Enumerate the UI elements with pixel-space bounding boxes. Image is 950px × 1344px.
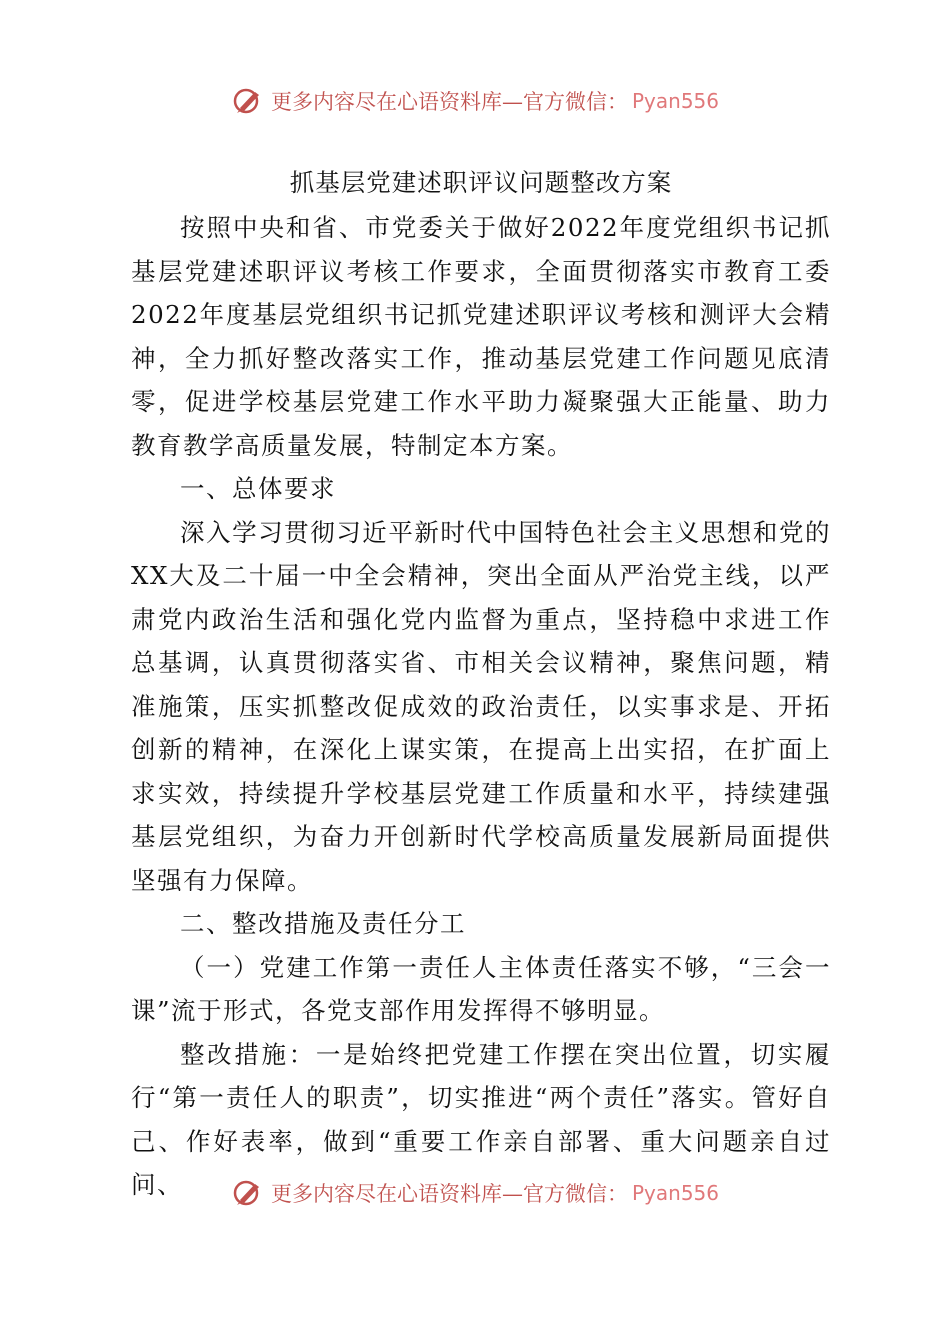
- document-title: 抓基层党建述职评议问题整改方案: [289, 168, 673, 197]
- paragraph-intro: 按照中央和省、市党委关于做好2022年度党组织书记抓基层党建述职评议考核工作要求，全面贯彻落实市教育工委2022年度基层党组织书记抓党建述职评议考核和测评大会精神，全力抓好整改落实工作，推动基层党建工作问题见底清零，促进学校基层党建工作水平助力凝聚强大正能量、助力教育教学高质量发展，特制定本方案。: [131, 213, 831, 460]
- section-heading-2: 二、整改措施及责任分工: [180, 909, 466, 938]
- paragraph-general-requirements: 深入学习贯彻习近平新时代中国特色社会主义思想和党的XX大及二十届一中全会精神，突出全面从严治党主线，以严肃党内政治生活和强化党内监督为重点，坚持稳中求进工作总基调，认真贯彻落实省、市相关会议精神，聚焦问题，精准施策，压实抓整改促成效的政治责任，以实事求是、开拓创新的精神，在深化上谋实策，在提高上出实招，在扩面上求实效，持续提升学校基层党建工作质量和水平，持续建强基层党组织，为奋力开创新时代学校高质量发展新局面提供坚强有力保障。: [131, 517, 831, 895]
- footer-banner: [0, 1176, 950, 1210]
- paragraph-issue-1: （一）党建工作第一责任人主体责任落实不够，“三会一课”流于形式，各党支部作用发挥得不够明显。: [131, 952, 831, 1025]
- section-heading-1: 一、总体要求: [180, 474, 336, 503]
- header-banner: [0, 84, 950, 118]
- pen-logo-icon: [231, 84, 265, 118]
- pen-logo-icon: [231, 1176, 265, 1210]
- banner-account: Pyan556: [631, 89, 719, 113]
- document-body: [131, 163, 831, 1207]
- footer-banner-account: Pyan556: [631, 1181, 719, 1205]
- footer-banner-text: 更多内容尽在心语资料库—官方微信：: [270, 1182, 628, 1206]
- banner-text: 更多内容尽在心语资料库—官方微信：: [270, 90, 628, 114]
- paragraph-measures-1: 整改措施：一是始终把党建工作摆在突出位置，切实履行“第一责任人的职责”，切实推进“两个责任”落实。管好自己、作好表率，做到“重要工作亲自部署、重大问题亲自过问、: [131, 1039, 831, 1199]
